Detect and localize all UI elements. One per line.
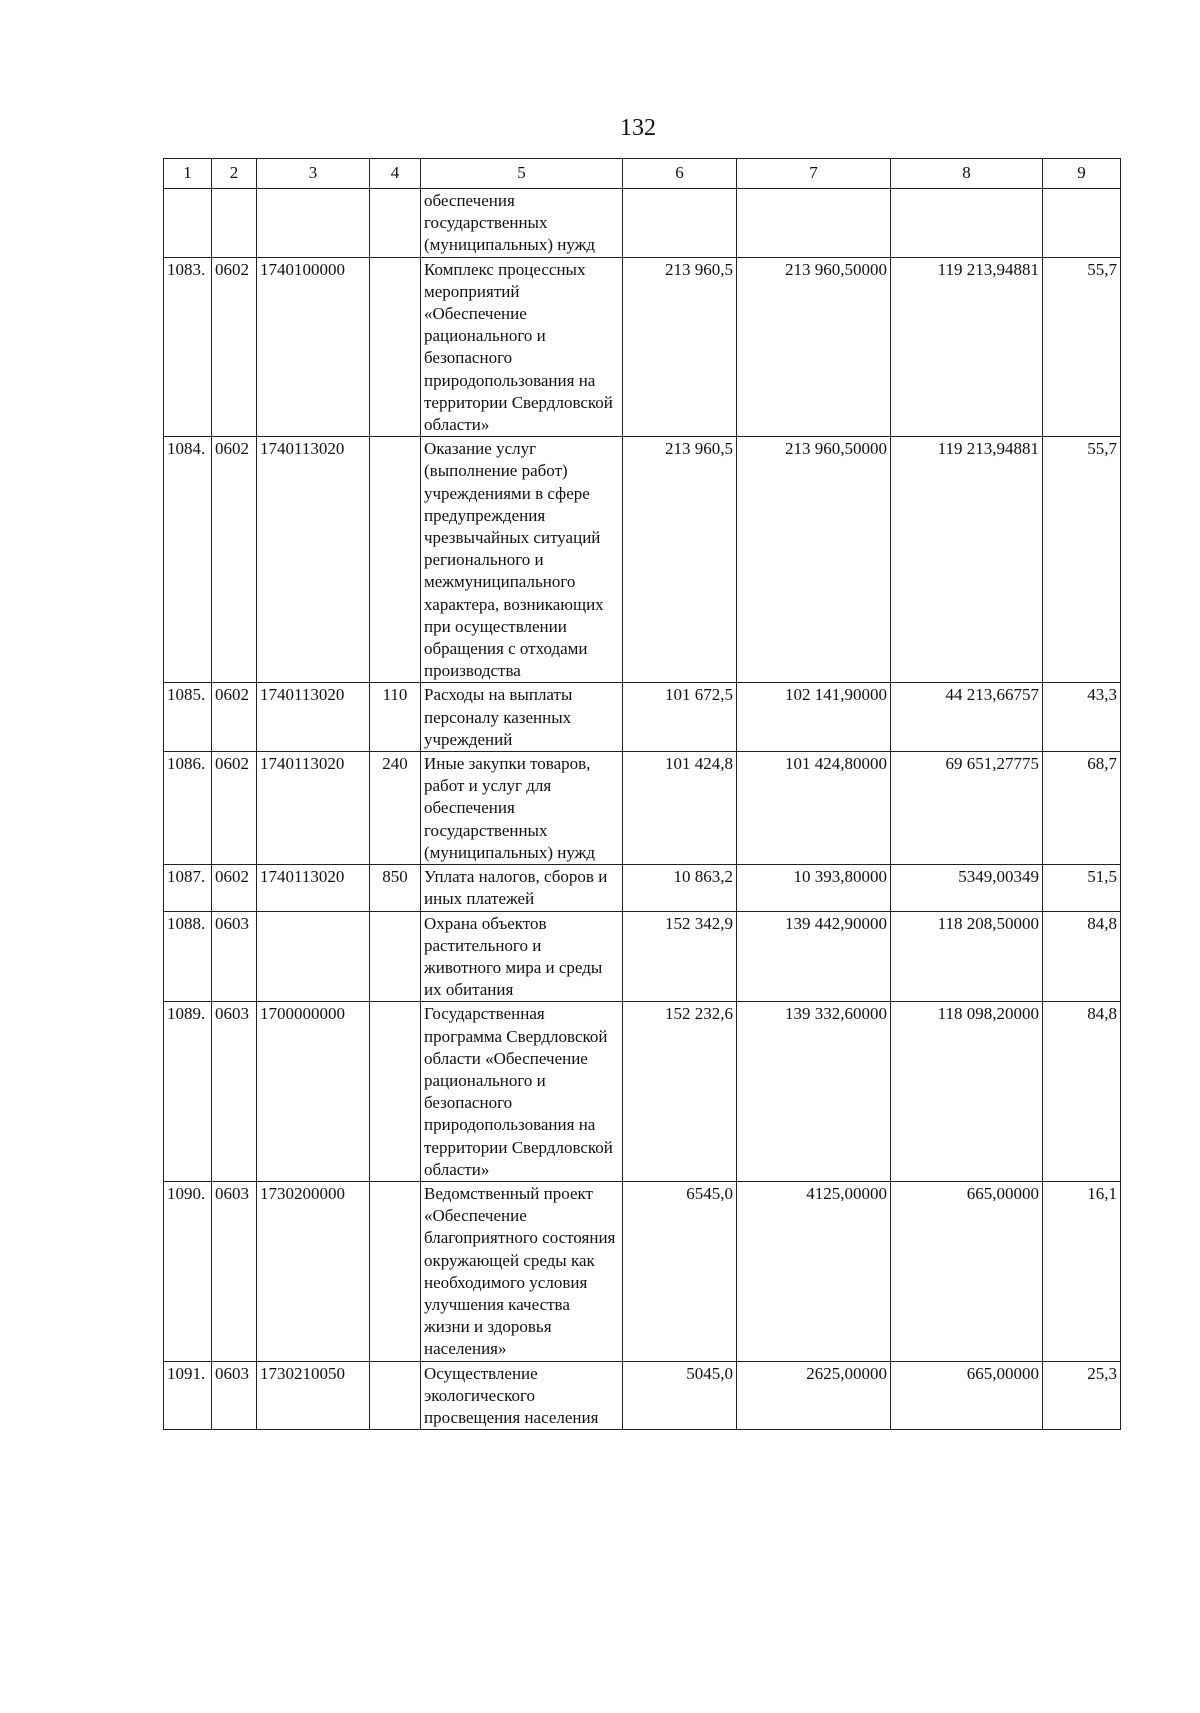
value-col-6: 6545,0: [623, 1181, 737, 1361]
value-col-8: 118 208,50000: [891, 911, 1043, 1002]
table-row: [164, 683, 1121, 752]
expense-type-code: [370, 257, 421, 437]
value-col-6: 10 863,2: [623, 865, 737, 911]
section-code: 0602: [212, 865, 257, 911]
value-col-6: 5045,0: [623, 1361, 737, 1430]
row-number: 1087.: [164, 865, 212, 911]
row-number: 1088.: [164, 911, 212, 1002]
table-row: [164, 1181, 1121, 1361]
table-row: [164, 189, 1121, 258]
value-col-6: [623, 189, 737, 258]
target-article-code: [257, 911, 370, 1002]
value-col-7: 101 424,80000: [737, 752, 891, 865]
section-code: 0602: [212, 257, 257, 437]
expense-type-code: [370, 437, 421, 683]
value-col-7: 213 960,50000: [737, 257, 891, 437]
value-col-7: 213 960,50000: [737, 437, 891, 683]
value-col-8: 119 213,94881: [891, 257, 1043, 437]
row-number: [164, 189, 212, 258]
section-code: [212, 189, 257, 258]
row-number: 1090.: [164, 1181, 212, 1361]
value-col-8: 118 098,20000: [891, 1002, 1043, 1182]
column-header: 4: [370, 159, 421, 189]
value-col-6: 101 424,8: [623, 752, 737, 865]
column-header: 8: [891, 159, 1043, 189]
table-row: [164, 752, 1121, 865]
value-col-8: 44 213,66757: [891, 683, 1043, 752]
value-col-9: 68,7: [1043, 752, 1121, 865]
expense-name: Комплекс процессных мероприятий «Обеспечение рационального и безопасного природопользования на территории Свердловской области»: [421, 257, 623, 437]
value-col-9: 84,8: [1043, 911, 1121, 1002]
section-code: 0602: [212, 683, 257, 752]
column-header: 1: [164, 159, 212, 189]
column-header: 9: [1043, 159, 1121, 189]
value-col-8: 665,00000: [891, 1181, 1043, 1361]
expense-name: Оказание услуг (выполнение работ) учреждениями в сфере предупреждения чрезвычайных ситуаций регионального и межмуниципального характера, возникающих при осуществлении обращения с отходами производства: [421, 437, 623, 683]
expense-type-code: 110: [370, 683, 421, 752]
expense-name: обеспечения государственных (муниципальных) нужд: [421, 189, 623, 258]
value-col-6: 152 232,6: [623, 1002, 737, 1182]
value-col-9: 55,7: [1043, 257, 1121, 437]
column-header: 6: [623, 159, 737, 189]
value-col-8: 5349,00349: [891, 865, 1043, 911]
value-col-9: 16,1: [1043, 1181, 1121, 1361]
value-col-7: 2625,00000: [737, 1361, 891, 1430]
expense-name: Иные закупки товаров, работ и услуг для обеспечения государственных (муниципальных) нужд: [421, 752, 623, 865]
expense-name: Охрана объектов растительного и животного мира и среды их обитания: [421, 911, 623, 1002]
value-col-6: 152 342,9: [623, 911, 737, 1002]
expense-type-code: [370, 1181, 421, 1361]
expense-name: Расходы на выплаты персоналу казенных учреждений: [421, 683, 623, 752]
column-header: 3: [257, 159, 370, 189]
value-col-7: 139 442,90000: [737, 911, 891, 1002]
row-number: 1085.: [164, 683, 212, 752]
expense-name: Ведомственный проект «Обеспечение благоприятного состояния окружающей среды как необходимого условия улучшения качества жизни и здоровья населения»: [421, 1181, 623, 1361]
target-article-code: 1740113020: [257, 683, 370, 752]
value-col-9: 51,5: [1043, 865, 1121, 911]
page-number: 132: [620, 115, 656, 141]
column-header: 7: [737, 159, 891, 189]
value-col-7: 10 393,80000: [737, 865, 891, 911]
table-row: [164, 1361, 1121, 1430]
value-col-9: 43,3: [1043, 683, 1121, 752]
value-col-8: 69 651,27775: [891, 752, 1043, 865]
target-article-code: [257, 189, 370, 258]
value-col-6: 213 960,5: [623, 437, 737, 683]
target-article-code: 1740100000: [257, 257, 370, 437]
target-article-code: 1730210050: [257, 1361, 370, 1430]
row-number: 1091.: [164, 1361, 212, 1430]
value-col-8: 665,00000: [891, 1361, 1043, 1430]
expense-type-code: [370, 1361, 421, 1430]
section-code: 0602: [212, 752, 257, 865]
value-col-7: 102 141,90000: [737, 683, 891, 752]
value-col-9: [1043, 189, 1121, 258]
table-row: [164, 437, 1121, 683]
value-col-6: 213 960,5: [623, 257, 737, 437]
value-col-8: 119 213,94881: [891, 437, 1043, 683]
budget-table: [163, 158, 1121, 1430]
value-col-9: 84,8: [1043, 1002, 1121, 1182]
column-header: 5: [421, 159, 623, 189]
target-article-code: 1740113020: [257, 752, 370, 865]
row-number: 1083.: [164, 257, 212, 437]
table-row: [164, 1002, 1121, 1182]
expense-name: Государственная программа Свердловской области «Обеспечение рационального и безопасного природопользования на территории Свердловской области»: [421, 1002, 623, 1182]
target-article-code: 1700000000: [257, 1002, 370, 1182]
expense-type-code: [370, 189, 421, 258]
value-col-7: 139 332,60000: [737, 1002, 891, 1182]
section-code: 0603: [212, 1181, 257, 1361]
value-col-7: [737, 189, 891, 258]
value-col-9: 25,3: [1043, 1361, 1121, 1430]
section-code: 0603: [212, 1361, 257, 1430]
target-article-code: 1730200000: [257, 1181, 370, 1361]
section-code: 0603: [212, 1002, 257, 1182]
section-code: 0602: [212, 437, 257, 683]
row-number: 1089.: [164, 1002, 212, 1182]
expense-type-code: 850: [370, 865, 421, 911]
table-row: [164, 865, 1121, 911]
expense-name: Уплата налогов, сборов и иных платежей: [421, 865, 623, 911]
column-header: 2: [212, 159, 257, 189]
expense-type-code: [370, 911, 421, 1002]
value-col-9: 55,7: [1043, 437, 1121, 683]
value-col-7: 4125,00000: [737, 1181, 891, 1361]
target-article-code: 1740113020: [257, 865, 370, 911]
table-row: [164, 911, 1121, 1002]
value-col-8: [891, 189, 1043, 258]
value-col-6: 101 672,5: [623, 683, 737, 752]
row-number: 1084.: [164, 437, 212, 683]
expense-name: Осуществление экологического просвещения населения: [421, 1361, 623, 1430]
target-article-code: 1740113020: [257, 437, 370, 683]
table-row: [164, 257, 1121, 437]
table-header-row: [164, 159, 1121, 189]
section-code: 0603: [212, 911, 257, 1002]
expense-type-code: [370, 1002, 421, 1182]
expense-type-code: 240: [370, 752, 421, 865]
row-number: 1086.: [164, 752, 212, 865]
